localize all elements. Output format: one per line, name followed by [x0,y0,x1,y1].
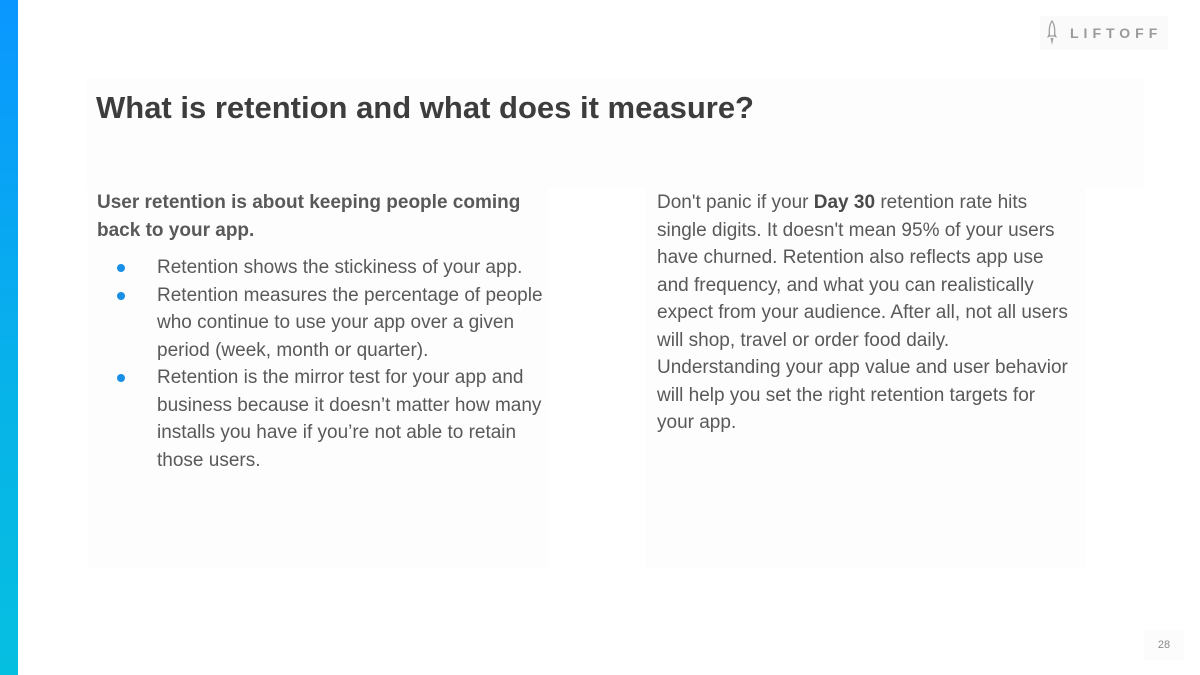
liftoff-logo [1040,16,1168,50]
bullet-item [110,364,550,474]
slide-title: What is retention and what does it measure? [96,90,754,125]
bullet-text: Retention shows the stickiness of your app. [157,257,523,278]
left-lead-text: User retention is about keeping people coming back to your app. [97,192,521,241]
bullet-dot-icon [117,292,125,300]
bullet-text: Retention is the mirror test for your app and business because it doesn’t matter how many installs you have if you’re not able to retain those users. [157,367,542,471]
logo-text: LIFTOFF [1070,25,1163,41]
bullet-dot-icon [117,374,125,382]
bullet-item [110,282,550,365]
accent-bar [0,0,18,675]
right-text-body: retention rate hits single digits. It doesn't mean 95% of your users have churned. Retention also reflects app use and frequency, and what you can realistically expect from your audience. After all, not all users will shop, travel or order food daily. Understanding your app value and user behavior will help you set the right retention targets for your app. [657,192,1068,433]
right-paragraph [657,189,1077,437]
right-text-prefix: Don't panic if your [657,192,814,213]
rocket-icon [1046,20,1058,46]
day-30-highlight: Day 30 [813,192,876,213]
bullet-item [110,254,550,282]
bullet-text: Retention measures the percentage of people who continue to use your app over a given period (week, month or quarter). [157,284,543,361]
bullet-list [110,254,550,474]
page-number: 28 [1144,630,1184,660]
bullet-dot-icon [117,264,125,272]
